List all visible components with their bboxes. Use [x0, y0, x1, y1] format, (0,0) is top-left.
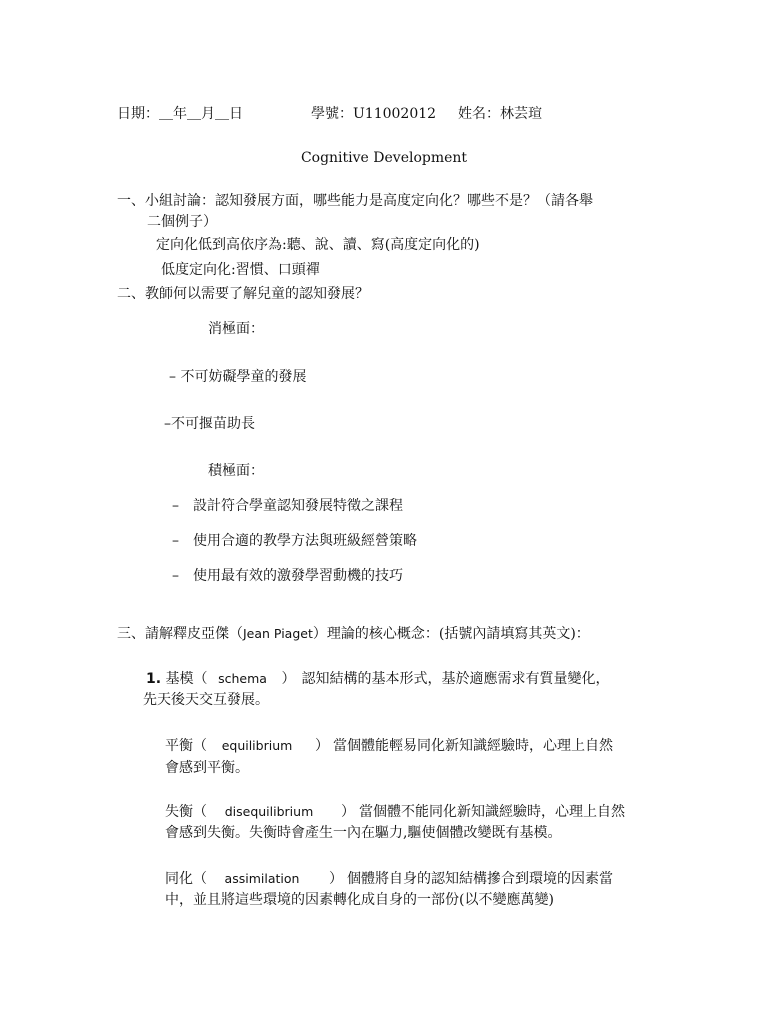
negative-aspect-label: 消極面：: [208, 321, 264, 337]
disequilibrium-desc-2: 會感到失衡。失衡時會產生一內在驅力,驅使個體改變既有基模。: [165, 825, 562, 841]
schema-english: schema: [218, 671, 267, 686]
equilibrium-line-1: [165, 736, 613, 756]
disequilibrium-term: 失衡（: [165, 804, 207, 820]
schema-number: 1.: [146, 671, 162, 687]
schema-desc-2: 先天後天交互發展。: [143, 692, 269, 708]
question-1-answer-1: 定向化低到高依序為:聽、說、讀、寫(高度定向化的): [156, 237, 480, 253]
disequilibrium-close-paren: ）: [341, 804, 355, 820]
question-3: [117, 624, 590, 644]
equilibrium-desc-2: 會感到平衡。: [165, 760, 249, 776]
schema-close-paren: ）: [281, 671, 296, 687]
disequilibrium-desc-1: 當個體不能同化新知識經驗時，心理上自然: [359, 804, 625, 820]
document-title: Cognitive Development: [300, 150, 468, 166]
assimilation-close-paren: ）: [329, 871, 343, 887]
question-3-prefix: 三、請解釋皮亞傑（: [117, 626, 243, 642]
question-1-line-1: 一、小組討論：認知發展方面，哪些能力是高度定向化？哪些不是？（請各舉: [117, 193, 593, 209]
student-name-label: 姓名：林芸瑄: [458, 106, 542, 122]
schema-desc-1: 認知結構的基本形式，基於適應需求有質量變化，: [301, 671, 610, 687]
positive-aspect-label: 積極面：: [208, 463, 264, 479]
positive-item-1: – 設計符合學童認知發展特徵之課程: [172, 498, 403, 514]
equilibrium-desc-1: 當個體能輕易同化新知識經驗時，心理上自然: [333, 738, 613, 754]
disequilibrium-line-1: [165, 802, 625, 822]
equilibrium-term: 平衡（: [165, 738, 207, 754]
question-1-answer-2: 低度定向化:習慣、口頭禪: [161, 262, 320, 278]
student-id-label: 學號：U11002012: [311, 106, 437, 122]
assimilation-line-1: [165, 869, 613, 889]
question-1-line-2: 二個例子）: [147, 214, 217, 230]
negative-item-2: –不可揠苗助長: [164, 416, 255, 432]
date-label: 日期：＿年＿月＿日: [117, 106, 243, 122]
assimilation-term: 同化（: [165, 871, 207, 887]
equilibrium-english: equilibrium: [221, 738, 293, 753]
equilibrium-close-paren: ）: [315, 738, 329, 754]
question-3-suffix: ）理論的核心概念：(括號內請填寫其英文)：: [312, 626, 590, 642]
assimilation-desc-2: 中，並且將這些環境的因素轉化成自身的一部份(以不變應萬變): [165, 892, 554, 908]
question-2: 二、教師何以需要了解兒童的認知發展？: [117, 286, 369, 302]
schema-line-1: [146, 669, 610, 689]
assimilation-desc-1: 個體將自身的認知結構摻合到環境的因素當: [347, 871, 613, 887]
positive-item-3: – 使用最有效的激發學習動機的技巧: [172, 568, 403, 584]
question-3-piaget-name: Jean Piaget: [243, 626, 313, 641]
schema-term: 基模（: [165, 671, 208, 687]
assimilation-english: assimilation: [224, 871, 300, 886]
negative-item-1: – 不可妨礙學童的發展: [169, 369, 307, 385]
positive-item-2: – 使用合適的教學方法與班級經營策略: [172, 533, 417, 549]
disequilibrium-english: disequilibrium: [224, 804, 314, 819]
